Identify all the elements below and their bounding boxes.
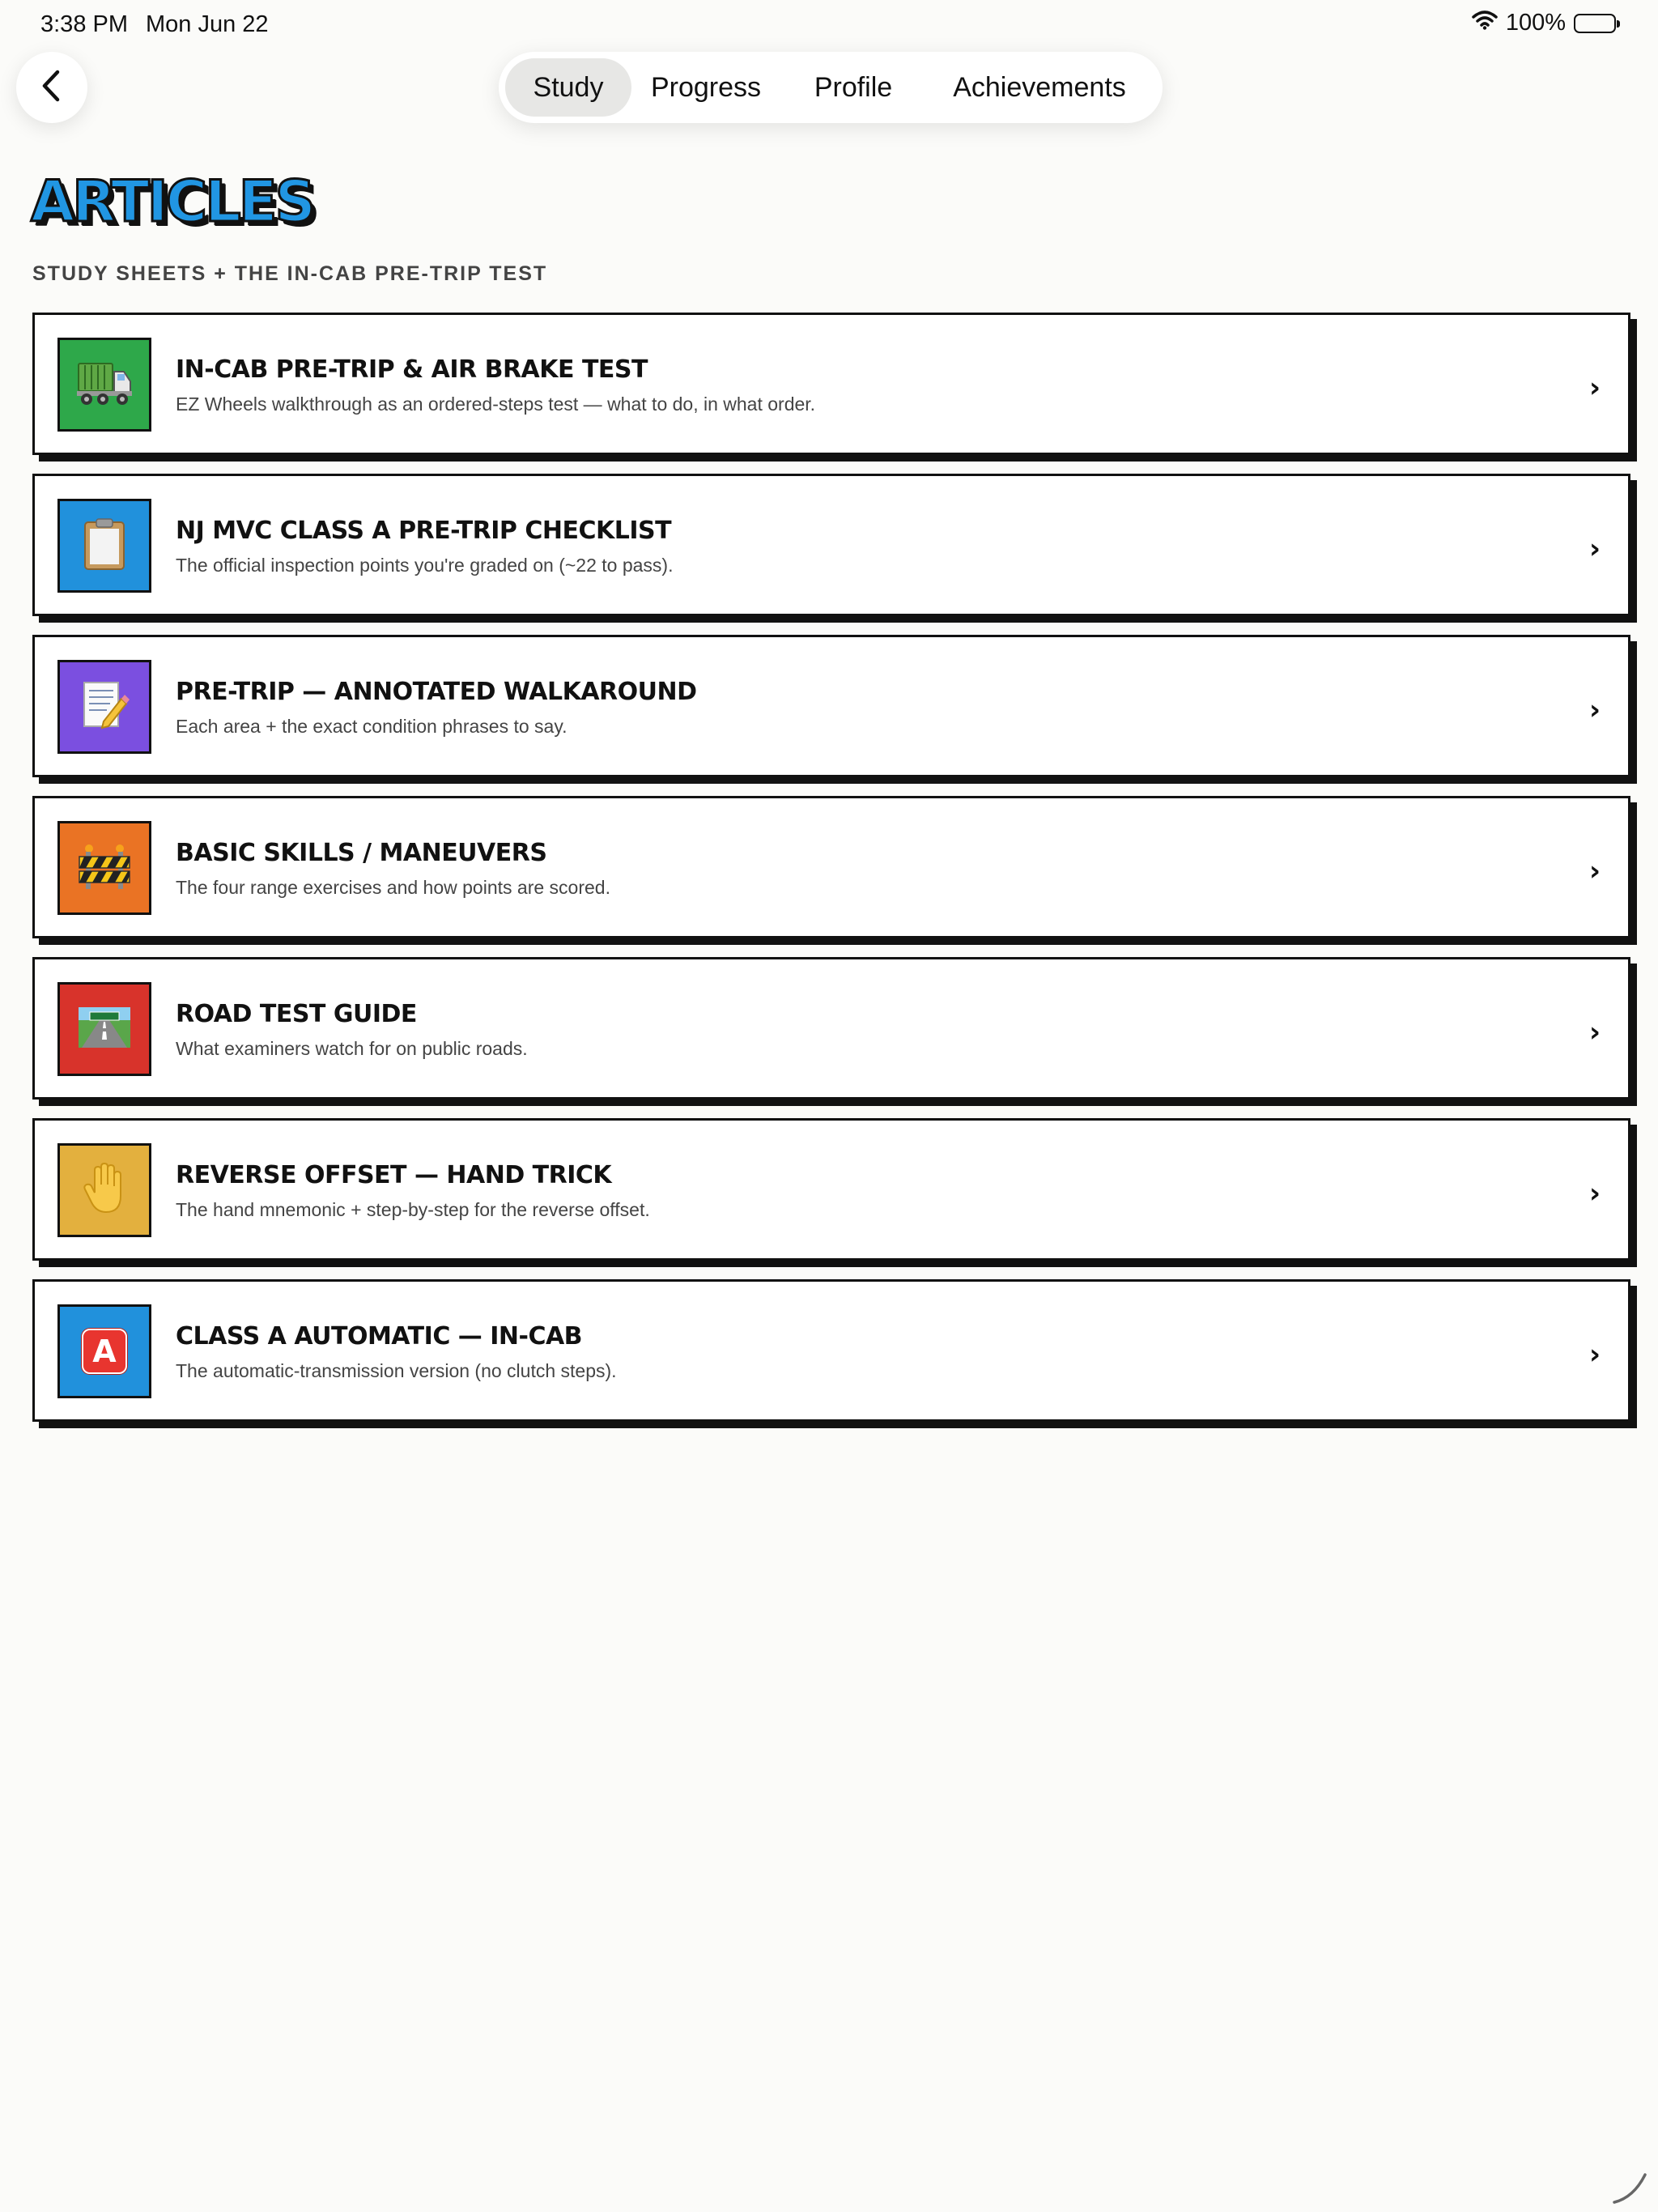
clipboard-icon — [82, 517, 127, 575]
corner-indicator — [1609, 2163, 1653, 2207]
battery-percent: 100% — [1505, 10, 1566, 36]
tab-progress[interactable]: Progress — [650, 71, 762, 103]
article-icon-tile — [57, 338, 151, 432]
raised-hand-icon — [82, 1162, 127, 1219]
article-card-basic-skills[interactable] — [32, 796, 1630, 938]
article-title: PRE-TRIP — ANNOTATED WALKAROUND — [176, 678, 697, 706]
article-description: What examiners watch for on public roads. — [176, 1038, 528, 1059]
article-icon-tile — [57, 660, 151, 754]
letter-a-badge: A — [92, 1334, 117, 1369]
motorway-icon — [79, 1007, 130, 1052]
letter-a-icon — [82, 1329, 127, 1374]
status-time — [40, 11, 269, 38]
article-description: The four range exercises and how points are scored. — [176, 877, 610, 898]
article-icon-tile — [57, 1304, 151, 1398]
article-card-class-a-automatic[interactable] — [32, 1279, 1630, 1422]
page-title: ARTICLES — [31, 168, 313, 235]
article-description: The hand mnemonic + step-by-step for the reverse offset. — [176, 1199, 650, 1220]
chevron-right-icon: › — [1588, 1338, 1601, 1371]
article-icon-tile — [57, 982, 151, 1076]
article-icon-tile — [57, 821, 151, 915]
status-indicators — [1472, 10, 1616, 36]
article-icon-tile — [57, 1143, 151, 1237]
chevron-left-icon — [40, 69, 64, 107]
article-title: BASIC SKILLS / MANEUVERS — [176, 839, 547, 867]
article-description: The official inspection points you're graded on (~22 to pass). — [176, 555, 674, 576]
article-list — [32, 313, 1630, 1440]
back-button[interactable] — [16, 52, 87, 123]
article-card-nj-mvc-checklist[interactable] — [32, 474, 1630, 616]
construction-barrier-icon — [78, 842, 131, 895]
article-description: Each area + the exact condition phrases to say. — [176, 716, 568, 737]
article-card-road-test[interactable] — [32, 957, 1630, 1100]
wifi-icon — [1472, 10, 1498, 36]
article-card-reverse-offset[interactable] — [32, 1118, 1630, 1261]
article-title: IN-CAB PRE-TRIP & AIR BRAKE TEST — [176, 355, 648, 384]
tab-study[interactable]: Study — [505, 58, 631, 117]
article-card-in-cab-pre-trip[interactable] — [32, 313, 1630, 455]
article-title: NJ MVC CLASS A PRE-TRIP CHECKLIST — [176, 517, 672, 545]
article-description: The automatic-transmission version (no clutch steps). — [176, 1360, 617, 1381]
chevron-right-icon: › — [1588, 533, 1601, 565]
tab-bar — [499, 52, 1163, 123]
chevron-right-icon: › — [1588, 372, 1601, 404]
article-card-annotated-walkaround[interactable] — [32, 635, 1630, 777]
chevron-right-icon: › — [1588, 694, 1601, 726]
article-title: REVERSE OFFSET — HAND TRICK — [176, 1161, 612, 1189]
tab-profile[interactable]: Profile — [814, 71, 893, 103]
tab-achievements[interactable]: Achievements — [953, 71, 1126, 103]
article-title: ROAD TEST GUIDE — [176, 1000, 417, 1028]
status-bar — [0, 0, 1658, 52]
chevron-right-icon: › — [1588, 1016, 1601, 1049]
chevron-right-icon: › — [1588, 855, 1601, 887]
memo-icon — [79, 679, 130, 735]
chevron-right-icon: › — [1588, 1177, 1601, 1210]
page-subtitle: STUDY SHEETS + THE IN-CAB PRE-TRIP TEST — [32, 262, 548, 285]
clock: 3:38 PM — [40, 11, 128, 37]
truck-icon — [75, 359, 134, 411]
battery-icon — [1574, 14, 1616, 33]
date: Mon Jun 22 — [146, 11, 269, 37]
article-title: CLASS A AUTOMATIC — IN-CAB — [176, 1322, 583, 1351]
article-description: EZ Wheels walkthrough as an ordered-steps test — what to do, in what order. — [176, 393, 816, 415]
article-icon-tile — [57, 499, 151, 593]
